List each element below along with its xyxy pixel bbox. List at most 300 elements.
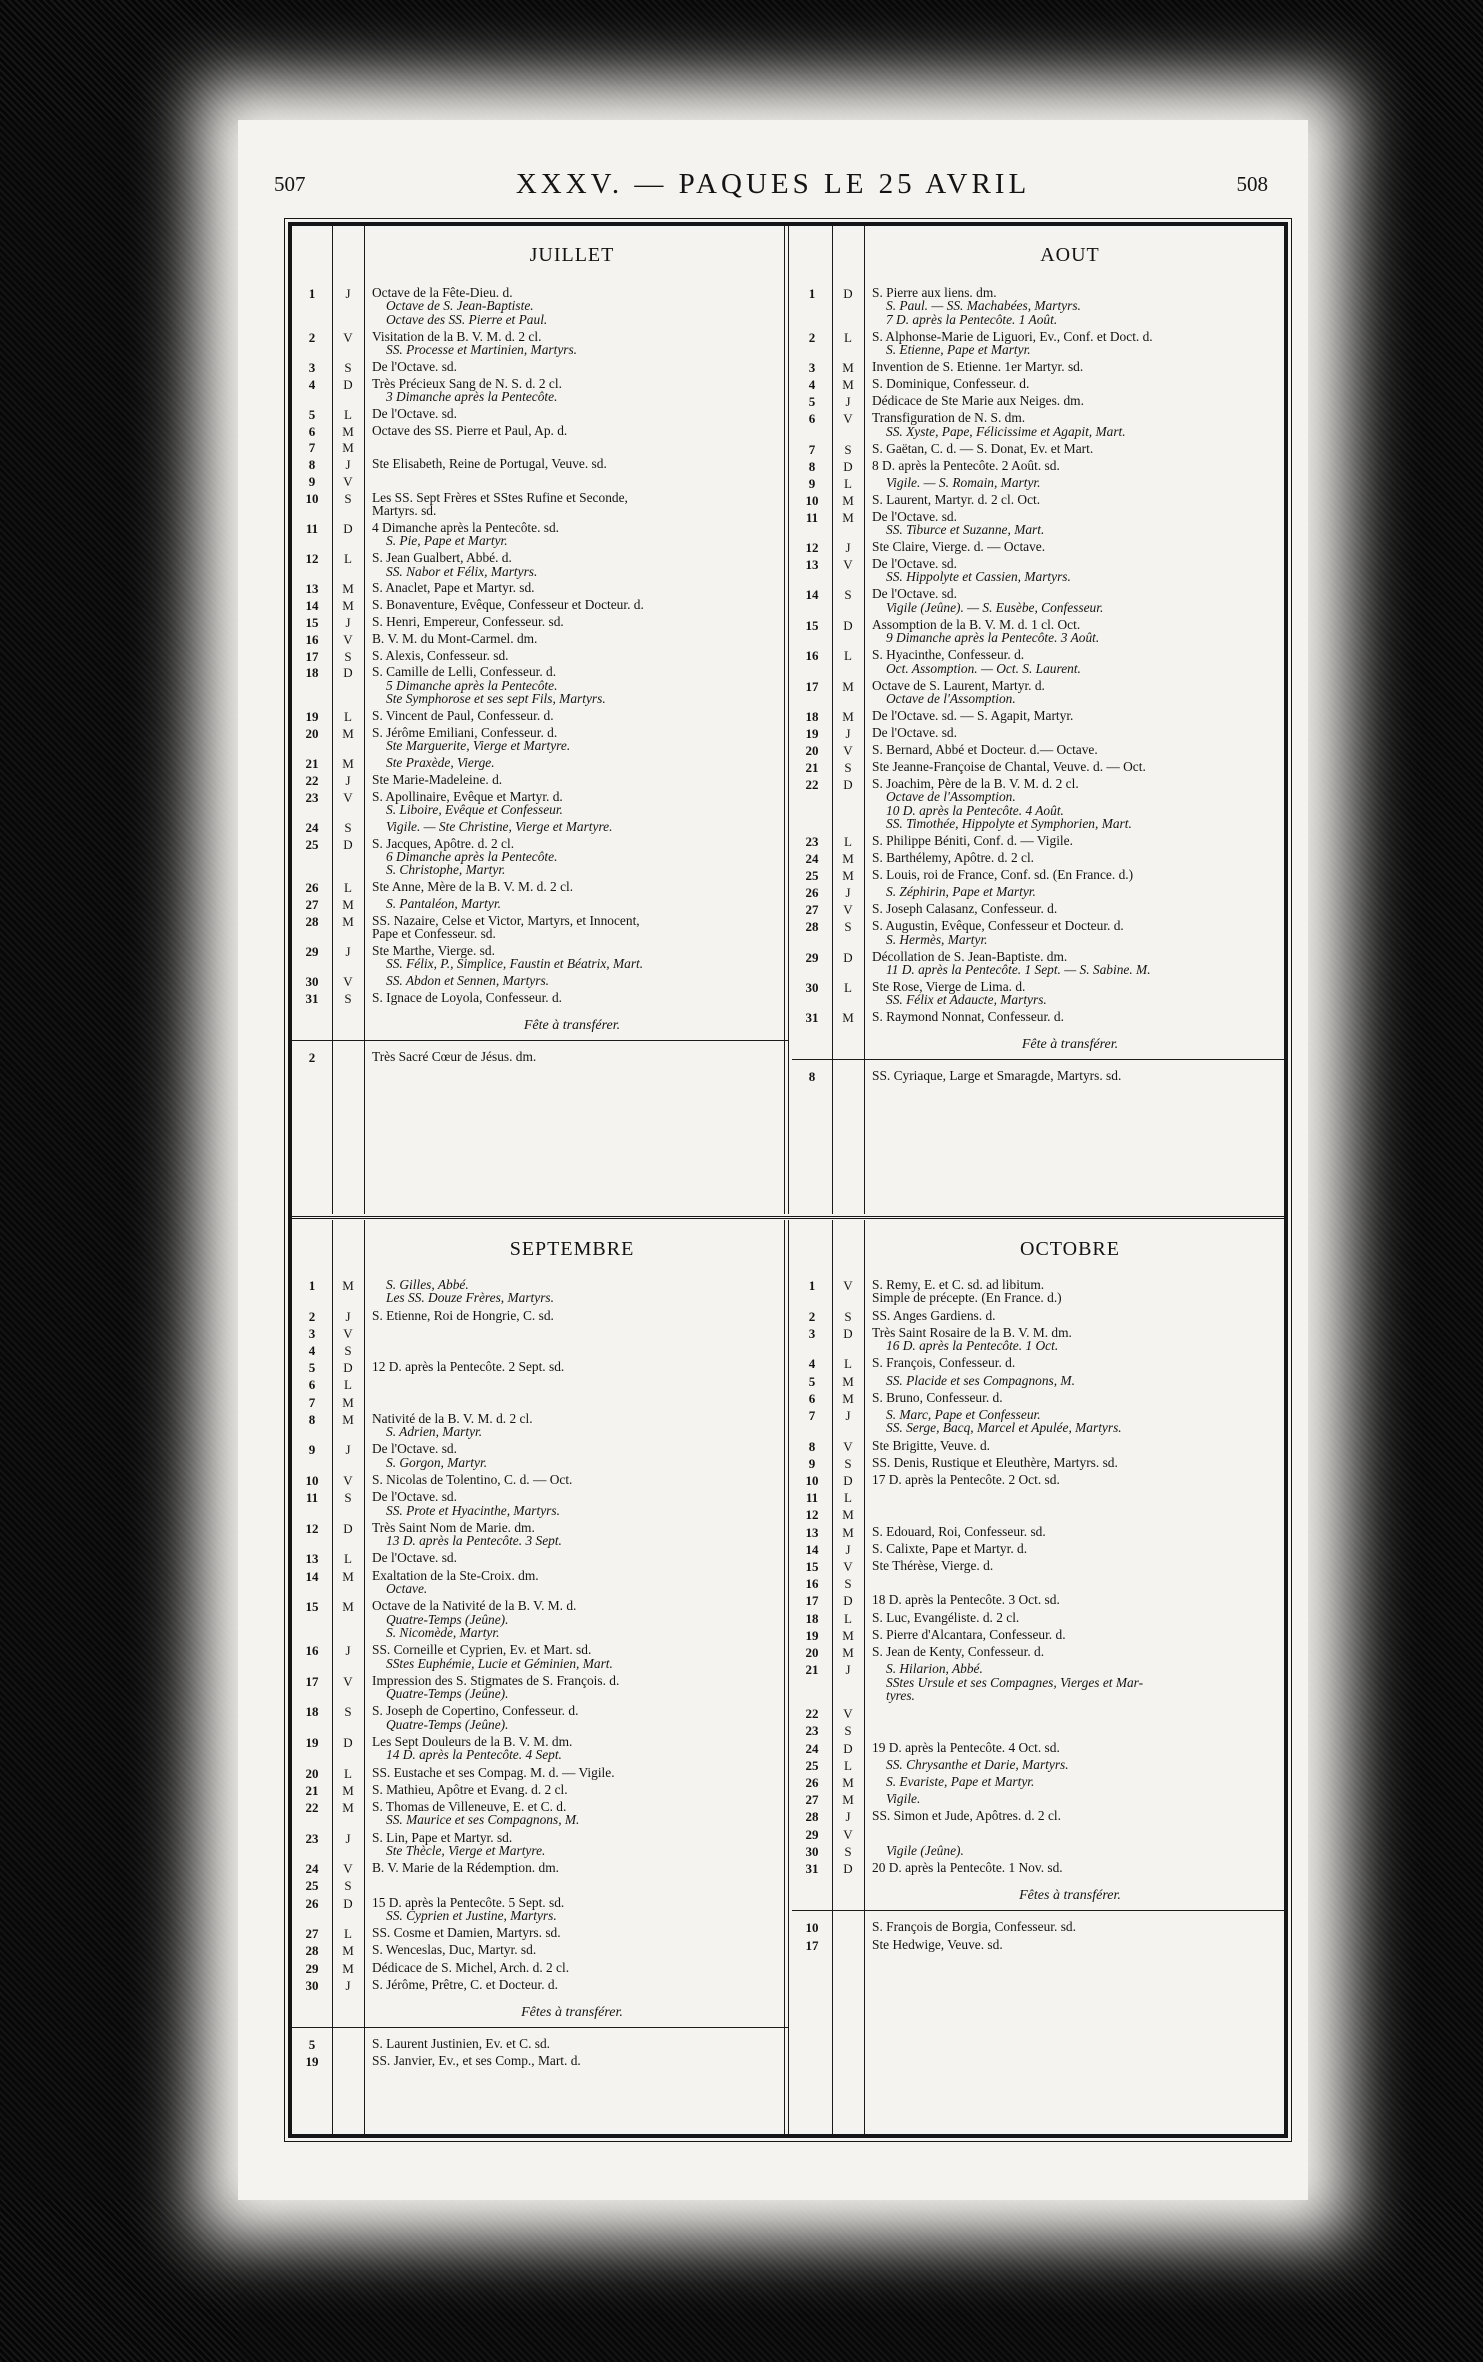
day-number: 19: [305, 1735, 319, 1750]
feast-line: S. Lin, Pape et Martyr. sd.: [372, 1829, 513, 1845]
feast-text: [372, 944, 643, 971]
day-number: 19: [305, 709, 319, 724]
feast-line: S. Pierre d'Alcantara, Confesseur. d.: [872, 1626, 1066, 1642]
page-number-right: 508: [1236, 172, 1268, 196]
day-number: 2: [308, 1049, 316, 1065]
feast-text: [372, 1599, 576, 1639]
day-number: 16: [805, 648, 819, 664]
feast-line: Dédicace de S. Michel, Arch. d. 2 cl.: [372, 1959, 570, 1975]
feast-text: [372, 726, 570, 753]
weekday-letter: M: [842, 851, 854, 867]
weekday-letter: L: [844, 1356, 852, 1372]
day-number: 11: [305, 521, 319, 536]
day-number: 15: [305, 615, 319, 630]
feast-line: De l'Octave. sd.: [872, 556, 957, 571]
feast-text: [872, 1473, 1060, 1486]
feast-text: [372, 820, 612, 833]
feast-line: S. Gaëtan, C. d. — S. Donat, Ev. et Mart.: [872, 440, 1094, 456]
day-number: 22: [805, 777, 819, 792]
feast-text: [872, 1809, 1061, 1822]
day-number: 18: [305, 665, 319, 681]
feast-line: Quatre-Temps (Jeûne).: [386, 1716, 509, 1732]
day-number: 4: [308, 1343, 316, 1358]
feast-line: SS. Nabor et Félix, Martyrs.: [386, 563, 538, 579]
feast-text: [372, 1490, 560, 1517]
feast-line: S. Etienne, Pape et Martyr.: [886, 342, 1031, 358]
weekday-letter: M: [842, 1524, 854, 1540]
day-number: 25: [305, 836, 319, 852]
feast-line: S. Apollinaire, Evêque et Martyr. d.: [372, 788, 563, 804]
feast-line: S. Pierre aux liens. dm.: [872, 285, 997, 300]
weekday-letter: M: [342, 1394, 354, 1410]
weekday-letter: J: [845, 1662, 851, 1678]
weekday-letter: M: [342, 598, 354, 614]
feast-line: 12 D. après la Pentecôte. 2 Sept. sd.: [372, 1359, 565, 1375]
feast-line: 16 D. après la Pentecôte. 1 Oct.: [886, 1338, 1059, 1354]
day-number: 12: [305, 551, 319, 567]
weekday-letter: S: [344, 490, 352, 506]
day-number: 27: [805, 902, 819, 918]
feast-text: [372, 1569, 539, 1596]
day-number: 30: [305, 974, 319, 990]
weekday-letter: V: [843, 902, 853, 918]
weekday-letter: M: [342, 1411, 354, 1427]
feast-line: SS. Maurice et ses Compagnons, M.: [386, 1812, 580, 1828]
feast-text: [872, 1611, 1019, 1624]
day-number: 16: [305, 1643, 319, 1659]
day-number: 11: [805, 509, 819, 525]
feast-text: [872, 1326, 1072, 1353]
weekday-letter: L: [344, 1926, 352, 1942]
day-number: 21: [805, 1662, 819, 1678]
transfer-heading: Fête à transférer.: [523, 1017, 621, 1033]
feast-line: Octave de l'Assomption.: [886, 789, 1016, 805]
feast-text: [372, 1943, 536, 1956]
day-number: 29: [805, 1826, 819, 1842]
feast-line: SS. Anges Gardiens. d.: [872, 1307, 996, 1323]
feast-line: S. Bernard, Abbé et Docteur. d.— Octave.: [872, 742, 1098, 757]
feast-line: S. Philippe Béniti, Conf. d. — Vigile.: [872, 833, 1073, 849]
feast-line: S. Pantaléon, Martyr.: [386, 896, 501, 911]
weekday-letter: J: [345, 1308, 351, 1324]
feast-line: Vigile (Jeûne).: [886, 1842, 964, 1858]
day-number: 7: [808, 1408, 816, 1423]
feast-line: Ste Elisabeth, Reine de Portugal, Veuve. sd.: [372, 456, 607, 472]
weekday-letter: L: [344, 1377, 352, 1393]
feast-line: De l'Octave. sd.: [872, 508, 957, 524]
weekday-letter: S: [344, 819, 352, 835]
weekday-letter: L: [344, 1765, 352, 1781]
weekday-letter: V: [843, 743, 853, 758]
weekday-letter: L: [344, 709, 352, 724]
day-number: 7: [308, 1394, 316, 1410]
feast-line: De l'Octave. sd.: [372, 358, 457, 374]
feast-line: Ste Jeanne-Françoise de Chantal, Veuve. d. — Oct.: [872, 759, 1146, 774]
page-title: XXXV. — PAQUES LE 25 AVRIL: [515, 168, 1031, 200]
weekday-letter: S: [344, 359, 352, 375]
day-number: 14: [305, 1568, 319, 1584]
weekday-letter: D: [343, 1520, 353, 1536]
transfer-rule: [292, 1040, 788, 1041]
day-number: 23: [305, 1830, 319, 1846]
feast-line: SS. Denis, Rustique et Eleuthère, Martyrs. sd.: [872, 1454, 1118, 1470]
day-number: 11: [305, 1490, 319, 1506]
day-number: 29: [305, 1960, 319, 1976]
day-number: 10: [305, 490, 319, 506]
feast-text: [872, 459, 1060, 472]
feast-text: [872, 1775, 1034, 1788]
feast-line: SS. Félix, P., Simplice, Faustin et Béatrix, Mart.: [386, 956, 644, 972]
day-number: 22: [305, 1800, 319, 1815]
feast-line: Invention de S. Etienne. 1er Martyr. sd.: [872, 359, 1084, 375]
weekday-letter: S: [344, 1704, 352, 1720]
weekday-letter: V: [843, 1706, 853, 1722]
feast-line: 17 D. après la Pentecôte. 2 Oct. sd.: [872, 1472, 1060, 1487]
feast-text: [872, 1662, 1143, 1702]
feast-line: De l'Octave. sd.: [872, 586, 957, 602]
weekday-letter: M: [842, 1775, 854, 1790]
weekday-letter: L: [344, 551, 352, 567]
feast-text: [372, 709, 554, 722]
feast-line: Ste Hedwige, Veuve. sd.: [872, 1936, 1003, 1952]
feast-line: S. Raymond Nonnat, Confesseur. d.: [872, 1009, 1064, 1025]
feast-text: [872, 1628, 1066, 1641]
feast-text: [372, 360, 457, 373]
feast-line: Ste Brigitte, Veuve. d.: [872, 1437, 991, 1453]
weekday-letter: V: [843, 1438, 853, 1454]
day-number: 3: [808, 360, 816, 376]
feast-text: [372, 1643, 613, 1670]
weekday-letter: M: [842, 678, 854, 694]
feast-line: SS. Janvier, Ev., et ses Comp., Mart. d.: [372, 2053, 581, 2069]
feast-line: S. Nicolas de Tolentino, C. d. — Oct.: [372, 1472, 573, 1487]
day-number: 7: [308, 440, 316, 456]
feast-line: S. Hilarion, Abbé.: [886, 1661, 983, 1677]
weekday-letter: M: [342, 756, 354, 771]
feast-text: [872, 1456, 1118, 1469]
weekday-letter: M: [342, 725, 354, 741]
feast-line: Très Saint Rosaire de la B. V. M. dm.: [872, 1324, 1072, 1340]
weekday-letter: L: [344, 406, 352, 422]
month-block-1: [292, 226, 788, 1214]
feast-line: Octave de S. Jean-Baptiste.: [386, 298, 534, 314]
column-rule: [332, 226, 333, 1214]
transfer-heading: Fêtes à transférer.: [521, 2005, 623, 2020]
feast-text: [872, 476, 1040, 489]
day-number: 29: [805, 949, 819, 965]
weekday-letter: M: [842, 1645, 854, 1660]
weekday-letter: J: [845, 540, 851, 555]
weekday-letter: M: [842, 1507, 854, 1523]
feast-text: [372, 649, 509, 662]
weekday-letter: S: [844, 441, 852, 457]
feast-text: [872, 834, 1073, 847]
feast-line: S. Laurent Justinien, Ev. et C. sd.: [372, 2036, 551, 2051]
feast-text: [372, 1926, 561, 1939]
day-number: 23: [805, 1723, 819, 1739]
day-number: 3: [308, 1325, 316, 1341]
day-number: 10: [805, 1920, 819, 1936]
day-number: 17: [805, 1937, 819, 1953]
weekday-letter: D: [843, 617, 853, 633]
feast-text: [372, 377, 562, 404]
weekday-letter: L: [344, 880, 352, 896]
quarter-separator: [292, 1216, 1284, 1219]
day-number: 14: [805, 1541, 819, 1557]
weekday-letter: D: [343, 1895, 353, 1911]
feast-line: SS. Chrysanthe et Darie, Martyrs.: [886, 1756, 1069, 1772]
feast-line: Très Précieux Sang de N. S. d. 2 cl.: [372, 375, 562, 391]
day-number: 13: [805, 557, 819, 572]
weekday-letter: M: [842, 360, 854, 376]
feast-line: SS. Xyste, Pape, Félicissime et Agapit, Mart.: [886, 423, 1126, 439]
weekday-letter: M: [842, 1390, 854, 1406]
feast-line: 13 D. après la Pentecôte. 3 Sept.: [386, 1533, 562, 1549]
weekday-letter: V: [343, 974, 353, 990]
feast-line: 14 D. après la Pentecôte. 4 Sept.: [386, 1747, 562, 1763]
day-number: 16: [805, 1576, 819, 1592]
feast-line: 20 D. après la Pentecôte. 1 Nov. sd.: [872, 1860, 1063, 1875]
feast-line: S. Marc, Pape et Confesseur.: [886, 1407, 1041, 1422]
feast-text: [872, 743, 1098, 756]
feast-line: S. Pie, Pape et Martyr.: [386, 533, 508, 549]
day-number: 24: [305, 819, 319, 835]
feast-line: 7 D. après la Pentecôte. 1 Août.: [886, 311, 1058, 327]
feast-line: S. François de Borgia, Confesseur. sd.: [872, 1919, 1076, 1935]
day-number: 28: [805, 1809, 819, 1825]
day-number: 6: [308, 423, 316, 439]
feast-text: [372, 2037, 550, 2050]
feast-line: Les SS. Sept Frères et SStes Rufine et Seconde,: [372, 489, 628, 505]
weekday-letter: S: [344, 1878, 352, 1894]
weekday-letter: V: [343, 789, 353, 805]
feast-text: [372, 1442, 487, 1469]
weekday-letter: D: [843, 777, 853, 792]
feast-line: Octave des SS. Pierre et Paul, Ap. d.: [372, 422, 568, 438]
feast-text: [872, 1542, 1027, 1555]
weekday-letter: M: [342, 897, 354, 912]
day-number: 17: [805, 678, 819, 694]
month-title: SEPTEMBRE: [509, 1238, 635, 1260]
weekday-letter: L: [844, 648, 852, 664]
day-number: 27: [305, 897, 319, 912]
weekday-letter: S: [344, 991, 352, 1006]
weekday-letter: V: [343, 1473, 353, 1488]
feast-line: Octave de l'Assomption.: [886, 690, 1016, 706]
feast-line: Ste Thècle, Vierge et Martyre.: [386, 1842, 546, 1858]
feast-line: S. Dominique, Confesseur. d.: [872, 376, 1030, 392]
feast-text: [872, 1792, 920, 1805]
feast-text: [872, 1758, 1069, 1771]
weekday-letter: S: [844, 919, 852, 935]
weekday-letter: M: [342, 1782, 354, 1798]
feast-text: [872, 1439, 990, 1452]
day-number: 31: [805, 1010, 819, 1026]
day-number: 31: [305, 991, 319, 1006]
feast-line: SS. Nazaire, Celse et Victor, Martyrs, et Innocent,: [372, 912, 640, 928]
feast-text: [872, 1920, 1076, 1933]
feast-line: S. Evariste, Pape et Martyr.: [886, 1774, 1035, 1789]
feast-text: [372, 790, 563, 817]
weekday-letter: D: [843, 286, 853, 301]
feast-text: [872, 394, 1084, 407]
transfer-rule: [792, 1059, 1284, 1060]
day-number: 26: [805, 1775, 819, 1790]
weekday-letter: V: [843, 557, 853, 572]
feast-text: [372, 1766, 615, 1779]
weekday-letter: V: [343, 1861, 353, 1877]
feast-text: [372, 1473, 572, 1486]
feast-line: Octave de S. Laurent, Martyr. d.: [872, 677, 1045, 693]
weekday-letter: L: [844, 1490, 852, 1506]
feast-line: Très Saint Nom de Marie. dm.: [372, 1519, 535, 1535]
weekday-letter: M: [842, 1373, 854, 1389]
day-number: 20: [305, 1765, 319, 1781]
weekday-letter: D: [343, 1735, 353, 1750]
feast-line: Vigile (Jeûne). — S. Eusèbe, Confesseur.: [886, 599, 1104, 615]
feast-text: [872, 851, 1034, 864]
feast-line: SS. Prote et Hyacinthe, Martyrs.: [386, 1502, 560, 1518]
feast-text: [872, 411, 1126, 438]
weekday-letter: M: [342, 581, 354, 597]
day-number: 3: [808, 1325, 816, 1341]
feast-line: 19 D. après la Pentecôte. 4 Oct. sd.: [872, 1739, 1060, 1755]
day-number: 9: [808, 1455, 816, 1471]
feast-line: S. Liboire, Evêque et Confesseur.: [386, 801, 563, 817]
feast-text: [372, 1861, 559, 1874]
day-number: 7: [808, 441, 816, 457]
weekday-letter: M: [342, 1800, 354, 1815]
day-number: 25: [805, 1757, 819, 1773]
feast-line: S. Edouard, Roi, Confesseur. sd.: [872, 1523, 1046, 1539]
feast-line: SS. Cyriaque, Large et Smaragde, Martyrs. sd.: [872, 1068, 1122, 1084]
column-rule: [864, 1220, 865, 2134]
feast-line: Octave.: [386, 1580, 428, 1596]
feast-text: [872, 330, 1153, 357]
day-number: 20: [805, 743, 819, 758]
day-number: 8: [808, 1069, 816, 1085]
weekday-letter: V: [343, 329, 353, 345]
feast-line: SS. Tiburce et Suzanne, Mart.: [886, 521, 1045, 537]
feast-line: Visitation de la B. V. M. d. 2 cl.: [372, 328, 542, 344]
feast-line: Ste Symphorose et ses sept Fils, Martyrs.: [386, 691, 606, 707]
day-number: 3: [308, 359, 316, 375]
page-header: [238, 168, 1308, 212]
day-number: 4: [308, 376, 316, 392]
feast-text: [872, 902, 1057, 915]
feast-line: S. Thomas de Villeneuve, E. et C. d.: [372, 1799, 567, 1814]
feast-line: 3 Dimanche après la Pentecôte.: [386, 388, 558, 404]
feast-text: [372, 1704, 578, 1731]
feast-text: [872, 1278, 1062, 1305]
weekday-letter: V: [843, 1559, 853, 1574]
day-number: 8: [808, 1438, 816, 1454]
feast-line: S. Henri, Empereur, Confesseur. sd.: [372, 614, 564, 629]
month-title: AOUT: [1040, 244, 1100, 266]
day-number: 30: [805, 980, 819, 995]
month-title: JUILLET: [529, 244, 615, 266]
day-number: 6: [808, 411, 816, 427]
feast-text: [372, 457, 607, 470]
transfer-rule: [292, 2027, 788, 2028]
day-number: 23: [805, 834, 819, 850]
feast-text: [372, 407, 457, 420]
day-number: 13: [305, 1551, 319, 1567]
weekday-letter: S: [844, 1576, 852, 1592]
feast-line: Simple de précepte. (En France. d.): [872, 1290, 1062, 1306]
calendar-frame: [288, 222, 1288, 2138]
feast-line: Vigile. — S. Romain, Martyr.: [886, 474, 1041, 490]
feast-text: [372, 1551, 457, 1564]
column-rule: [832, 226, 833, 1214]
feast-line: S. Mathieu, Apôtre et Evang. d. 2 cl.: [372, 1781, 568, 1797]
weekday-letter: M: [842, 1627, 854, 1643]
day-number: 14: [805, 587, 819, 603]
center-double-rule: [784, 1220, 789, 2134]
weekday-letter: J: [845, 1541, 851, 1557]
feast-line: S. Gorgon, Martyr.: [386, 1454, 488, 1470]
weekday-letter: V: [343, 1673, 353, 1689]
day-number: 17: [305, 1673, 319, 1689]
feast-line: Nativité de la B. V. M. d. 2 cl.: [372, 1410, 533, 1426]
weekday-letter: D: [843, 1473, 853, 1488]
feast-line: SS. Timothée, Hippolyte et Symphorien, Mart.: [886, 816, 1132, 832]
weekday-letter: S: [344, 1490, 352, 1506]
feast-text: [872, 442, 1093, 455]
feast-line: Décollation de S. Jean-Baptiste. dm.: [872, 948, 1068, 964]
day-number: 12: [805, 1507, 819, 1523]
feast-text: [372, 1831, 545, 1858]
day-number: 5: [308, 2037, 316, 2052]
day-number: 27: [305, 1926, 319, 1942]
feast-line: SS. Abdon et Sennen, Martyrs.: [386, 973, 550, 989]
day-number: 24: [805, 1740, 819, 1756]
weekday-letter: D: [843, 1740, 853, 1756]
weekday-letter: M: [342, 913, 354, 929]
day-number: 10: [305, 1473, 319, 1488]
month-block-4: [792, 1220, 1284, 2134]
day-number: 13: [305, 581, 319, 597]
feast-line: S. Bruno, Confesseur. d.: [872, 1389, 1003, 1405]
weekday-letter: M: [342, 440, 354, 456]
day-number: 8: [808, 458, 816, 474]
feast-text: [372, 521, 559, 548]
day-number: 14: [305, 598, 319, 614]
feast-text: [372, 1783, 568, 1796]
feast-text: [372, 551, 537, 578]
feast-line: S. Christophe, Martyr.: [386, 862, 506, 878]
feast-line: S. Jérôme Emiliani, Confesseur. d.: [372, 724, 558, 740]
feast-text: [372, 615, 564, 628]
feast-line: S. Zéphirin, Pape et Martyr.: [886, 884, 1036, 900]
day-number: 8: [308, 457, 316, 473]
feast-text: [872, 1391, 1003, 1404]
feast-line: S. Jean de Kenty, Confesseur. d.: [872, 1644, 1045, 1659]
weekday-letter: S: [844, 1843, 852, 1859]
weekday-letter: D: [843, 1593, 853, 1609]
feast-text: [872, 709, 1073, 722]
feast-text: [372, 1978, 558, 1991]
weekday-letter: J: [345, 1977, 351, 1993]
day-number: 30: [305, 1977, 319, 1993]
feast-line: S. Alphonse-Marie de Liguori, Ev., Conf. et Doct. d.: [872, 328, 1153, 344]
weekday-letter: L: [844, 834, 852, 850]
day-number: 27: [805, 1792, 819, 1808]
day-number: 19: [805, 1627, 819, 1643]
feast-line: 10 D. après la Pentecôte. 4 Août.: [886, 802, 1064, 818]
feast-line: Impression des S. Stigmates de S. François. d.: [372, 1672, 620, 1688]
weekday-letter: V: [843, 411, 853, 427]
